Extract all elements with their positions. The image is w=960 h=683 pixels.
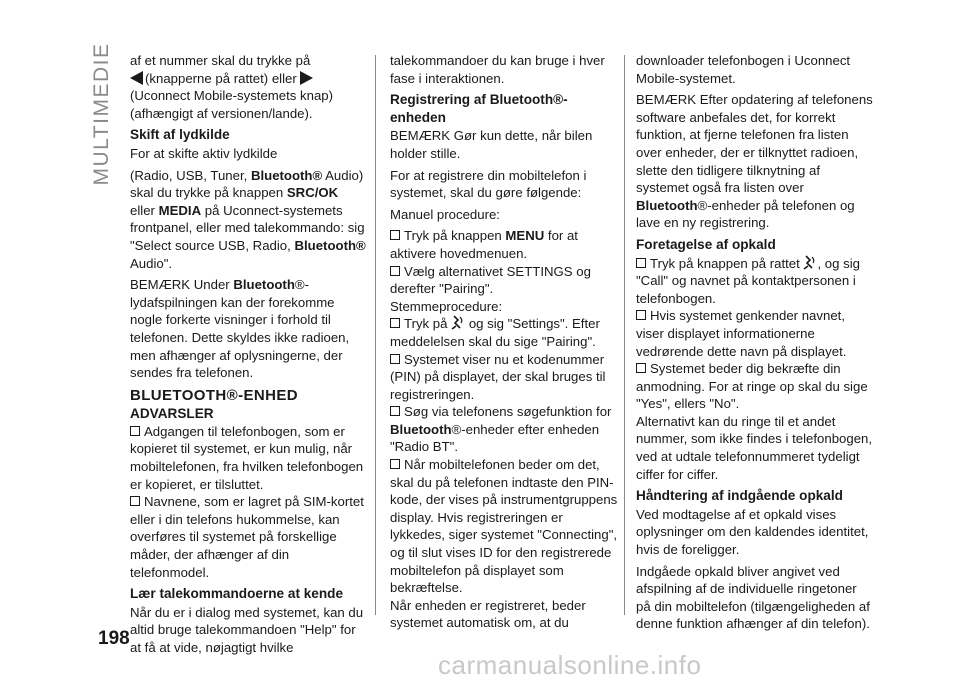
heading-laer-talekommandoer: Lær talekommandoerne at kende [130,586,344,602]
voice-command-icon [803,255,817,271]
text-run: Tryk på knappen på rattet [650,255,804,271]
bold-term: Bluetooth® [250,167,323,183]
column-divider-2 [624,55,625,615]
bullet-item [390,403,618,456]
bullet-item [390,351,618,404]
col3-text: downloader telefonbogen i Uconnect Mobile-systemet. [636,53,851,86]
col2-text: Manuel procedure: [390,206,500,222]
col3-note [636,91,874,232]
text-run: for at aktivere hovedmenuen. [390,228,578,261]
bold-term: MENU [505,228,545,244]
bullet-icon [130,496,140,506]
text-run: Navnene, som er lagret på SIM-kortet eller i din telefons hukommelse, kan overføres til systemet på forskellige måder, der afhænger af din telefonmodel. [130,494,364,580]
column-divider-1 [375,55,376,615]
col1-text [130,70,366,88]
col1-note [130,276,366,382]
col2-text: For at registrere din mobiltelefon i systemet, skal du gøre følgende: [390,167,587,201]
col3-text: Alternativt kan du ringe til et andet nummer, som ikke findes i telefonbogen, ved at udtale telefonnummeret tydeligt ciffer for ciffer. [636,413,873,482]
col1-text: (afhængigt af versionen/lande). [130,105,313,121]
column-1 [130,52,366,661]
text-run: og sig "Settings". Efter meddelelsen skal du sige "Pairing". [390,316,600,349]
col2-text: BEMÆRK Gør kun dette, når bilen holder stille. [390,128,593,161]
text-run: ®-enheder på telefonen og lave en ny registrering. [636,197,855,231]
bullet-icon [390,266,400,276]
text-run: BEMÆRK Efter opdatering af telefonens software anbefales det, for korrekt funktion, at fjerne telefonen fra listen over enheder, der er tilknyttet radioen, slette den tidligere tilknytning af systemet også fra listen over [636,92,873,196]
text-run: Audio) skal du trykke på knappen [130,167,364,201]
heading-bluetooth-enhed: BLUETOOTH®-ENHED [130,386,299,404]
text-run: ®-enheder efter enheden "Radio BT". [390,421,600,455]
bold-term: Bluetooth [390,421,452,437]
bullet-icon [130,426,140,436]
text-run: Systemet viser nu et kodenummer (PIN) på displayet, der skal bruges til registreringen. [390,351,606,402]
heading-skift-lydkilde: Skift af lydkilde [130,127,230,143]
arrow-left-icon [130,71,143,85]
bullet-icon [636,258,646,268]
text-run: BEMÆRK Under [130,277,234,293]
col2-text: talekommandoer du kan bruge i hver fase i interaktionen. [390,53,605,86]
heading-advarsler: ADVARSLER [130,406,214,422]
bullet-icon [636,310,646,320]
bullet-icon [636,363,646,373]
bullet-item [130,493,366,581]
bullet-icon [390,318,400,328]
heading-foretagelse-opkald: Foretagelse af opkald [636,236,776,252]
heading-indgaaende-opkald: Håndtering af indgående opkald [636,488,843,504]
text-run: Søg via telefonens søgefunktion for [404,404,612,420]
section-side-title [82,40,122,190]
text-run: ®-lydafspilningen kan der forekomme nogle forkerte visninger i forhold til telefonen. Dette skyldes ikke radioen, men afhænger af oplysningerne, der sendes fra telefonen. [130,277,350,381]
text-run: Hvis systemet genkender navnet, viser displayet informationerne vedrørende dette navn på displayet. [636,308,847,359]
col1-text: For at skifte aktiv lydkilde [130,145,278,161]
voice-command-icon [451,315,465,331]
bold-term: Bluetooth [636,197,698,213]
bullet-item [390,315,618,350]
arrow-right-icon [300,71,313,85]
bullet-item [130,423,366,493]
watermark: carmanualsonline.info [438,650,702,680]
bold-term: Bluetooth [233,277,295,293]
bullet-item [636,360,874,413]
text-run: Audio". [130,255,173,271]
bullet-item [390,263,618,298]
bullet-icon [390,459,400,469]
col1-paragraph-source [130,167,366,273]
bold-term: SRC/OK [286,185,339,201]
col2-text: Når enheden er registreret, beder systemet automatisk om, at du [390,597,586,631]
bold-term: Bluetooth® [294,237,366,253]
col1-text: (Uconnect Mobile-systemets knap) [130,88,334,104]
text-run: , og sig "Call" og navnet på kontaktpersonen i telefonbogen. [636,255,860,306]
text-run: Systemet beder dig bekræfte din anmodning. For at ringe op skal du sige "Yes", ellers "No". [636,361,868,412]
text-run: Tryk på knappen [404,228,506,244]
bullet-item [636,307,874,360]
text-run: på Uconnect-systemets frontpanel, eller med talekommando: sig "Select source USB, Radio, [130,202,365,253]
col3-text: Indgåede opkald bliver angivet ved afspilning af de individuelle ringetoner på din mobiltelefon (tilgængeligheden af denne funktion afhænger af din telefon). [636,563,870,632]
col1-text: af et nummer skal du trykke på [130,53,311,68]
text-run: (Radio, USB, Tuner, [130,167,251,183]
text-run: Vælg alternativet SETTINGS og derefter "Pairing". [390,263,591,297]
text-run: Adgangen til telefonbogen, som er kopieret til systemet, er kun mulig, når mobiltelefonen, fra hvilken telefonbogen er kopieret, er tilsluttet. [130,423,364,492]
bullet-icon [390,354,400,364]
heading-registrering: Registrering af Bluetooth®-enheden [390,92,568,125]
bullet-icon [390,406,400,416]
page-number: 198 [98,628,130,649]
column-3 [636,52,874,637]
column-2 [390,52,618,636]
text-run: Tryk på [404,316,452,332]
bold-term: MEDIA [158,202,202,218]
bullet-item [390,227,618,262]
text-run: eller [130,202,159,218]
col1-text: Når du er i dialog med systemet, kan du altid bruge talekommandoen "Help" for at få at vide, nøjagtigt hvilke [130,604,364,655]
bullet-item [390,456,618,597]
col3-text: Ved modtagelse af et opkald vises oplysninger om den kaldendes identitet, hvis de foreligger. [636,506,869,558]
col1-text: (knapperne på rattet) eller [145,70,297,86]
col2-text: Stemmeprocedure: [390,298,503,314]
bullet-item [636,255,874,308]
section-side-title-text: MULTIMEDIE [90,42,113,186]
text-run: Når mobiltelefonen beder om det, skal du på telefonen indtaste den PIN-kode, der vises på instrumentgruppens display. Hvis registreringen er lykkedes, siger systemet "Connecting", og til slut vises ID for den registrerede mobiltelefon på displayet som bekræftelse. [390,457,618,596]
bullet-icon [390,230,400,240]
